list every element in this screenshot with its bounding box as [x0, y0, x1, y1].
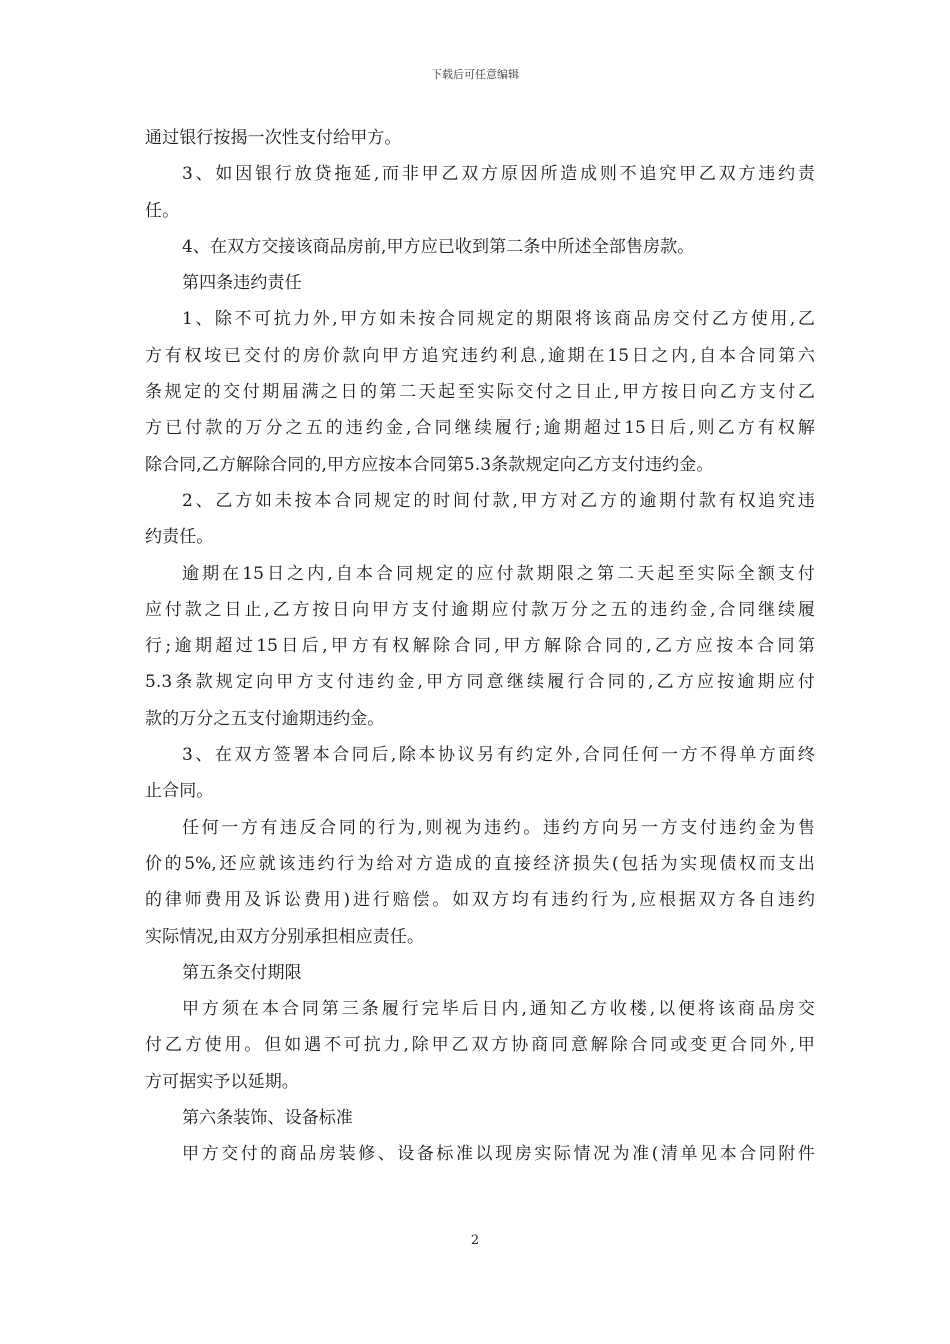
text-line: 5.3条款规定向甲方支付违约金,甲方同意继续履行合同的,乙方应按逾期应付 [145, 672, 815, 693]
text-line: 除合同,乙方解除合同的,甲方应按本合同第5.3条款规定向乙方支付违约金。 [145, 454, 714, 475]
section-heading: 第四条违约责任 [182, 273, 302, 294]
text-line: 止合同。 [145, 781, 214, 802]
text-line: 价的5%,还应就该违约行为给对方造成的直接经济损失(包括为实现债权而支出 [145, 853, 815, 874]
text-line: 应付款之日止,乙方按日向甲方支付逾期应付款万分之五的违约金,合同继续履 [145, 599, 815, 620]
text-line: 3、在双方签署本合同后,除本协议另有约定外,合同任何一方不得单方面终 [182, 745, 815, 766]
page-header: 下载后可任意编辑 [431, 68, 519, 81]
text-line: 任何一方有违反合同的行为,则视为违约。违约方向另一方支付违约金为售 [182, 817, 815, 838]
text-line: 2、乙方如未按本合同规定的时间付款,甲方对乙方的逾期付款有权追究违 [182, 490, 815, 511]
text-line: 甲方交付的商品房装修、设备标准以现房实际情况为准(清单见本合同附件 [182, 1144, 815, 1165]
text-line: 的律师费用及诉讼费用)进行赔偿。如双方均有违约行为,应根据双方各自违约 [145, 890, 815, 911]
text-line: 甲方须在本合同第三条履行完毕后日内,通知乙方收楼,以便将该商品房交 [182, 999, 815, 1020]
document-body [145, 120, 815, 1173]
text-line: 逾期在15日之内,自本合同规定的应付款期限之第二天起至实际全额支付 [182, 563, 815, 584]
text-line: 条规定的交付期届满之日的第二天起至实际交付之日止,甲方按日向乙方支付乙 [145, 382, 815, 403]
text-line: 3、如因银行放贷拖延,而非甲乙双方原因所造成则不追究甲乙双方违约责 [182, 164, 815, 185]
section-heading: 第六条装饰、设备标准 [182, 1108, 353, 1129]
text-line: 方可据实予以延期。 [145, 1071, 299, 1092]
text-line: 约责任。 [145, 527, 214, 548]
text-line: 通过银行按揭一次性支付给甲方。 [145, 128, 402, 148]
text-line: 方已付款的万分之五的违约金,合同继续履行;逾期超过15日后,则乙方有权解 [145, 418, 815, 439]
text-line: 款的万分之五支付逾期违约金。 [145, 708, 385, 729]
section-heading: 第五条交付期限 [182, 962, 302, 983]
text-line: 付乙方使用。但如遇不可抗力,除甲乙双方协商同意解除合同或变更合同外,甲 [145, 1035, 815, 1056]
text-line: 行;逾期超过15日后,甲方有权解除合同,甲方解除合同的,乙方应按本合同第 [145, 636, 815, 657]
text-line: 4、在双方交接该商品房前,甲方应已收到第二条中所述全部售房款。 [182, 236, 695, 257]
text-line: 实际情况,由双方分别承担相应责任。 [145, 926, 425, 947]
text-line: 任。 [145, 200, 180, 221]
text-line: 1、除不可抗力外,甲方如未按合同规定的期限将该商品房交付乙方使用,乙 [182, 309, 815, 330]
text-line: 方有权垵已交付的房价款向甲方追究违约利息,逾期在15日之内,自本合同第六 [145, 345, 815, 366]
page-number: 2 [470, 1233, 480, 1248]
